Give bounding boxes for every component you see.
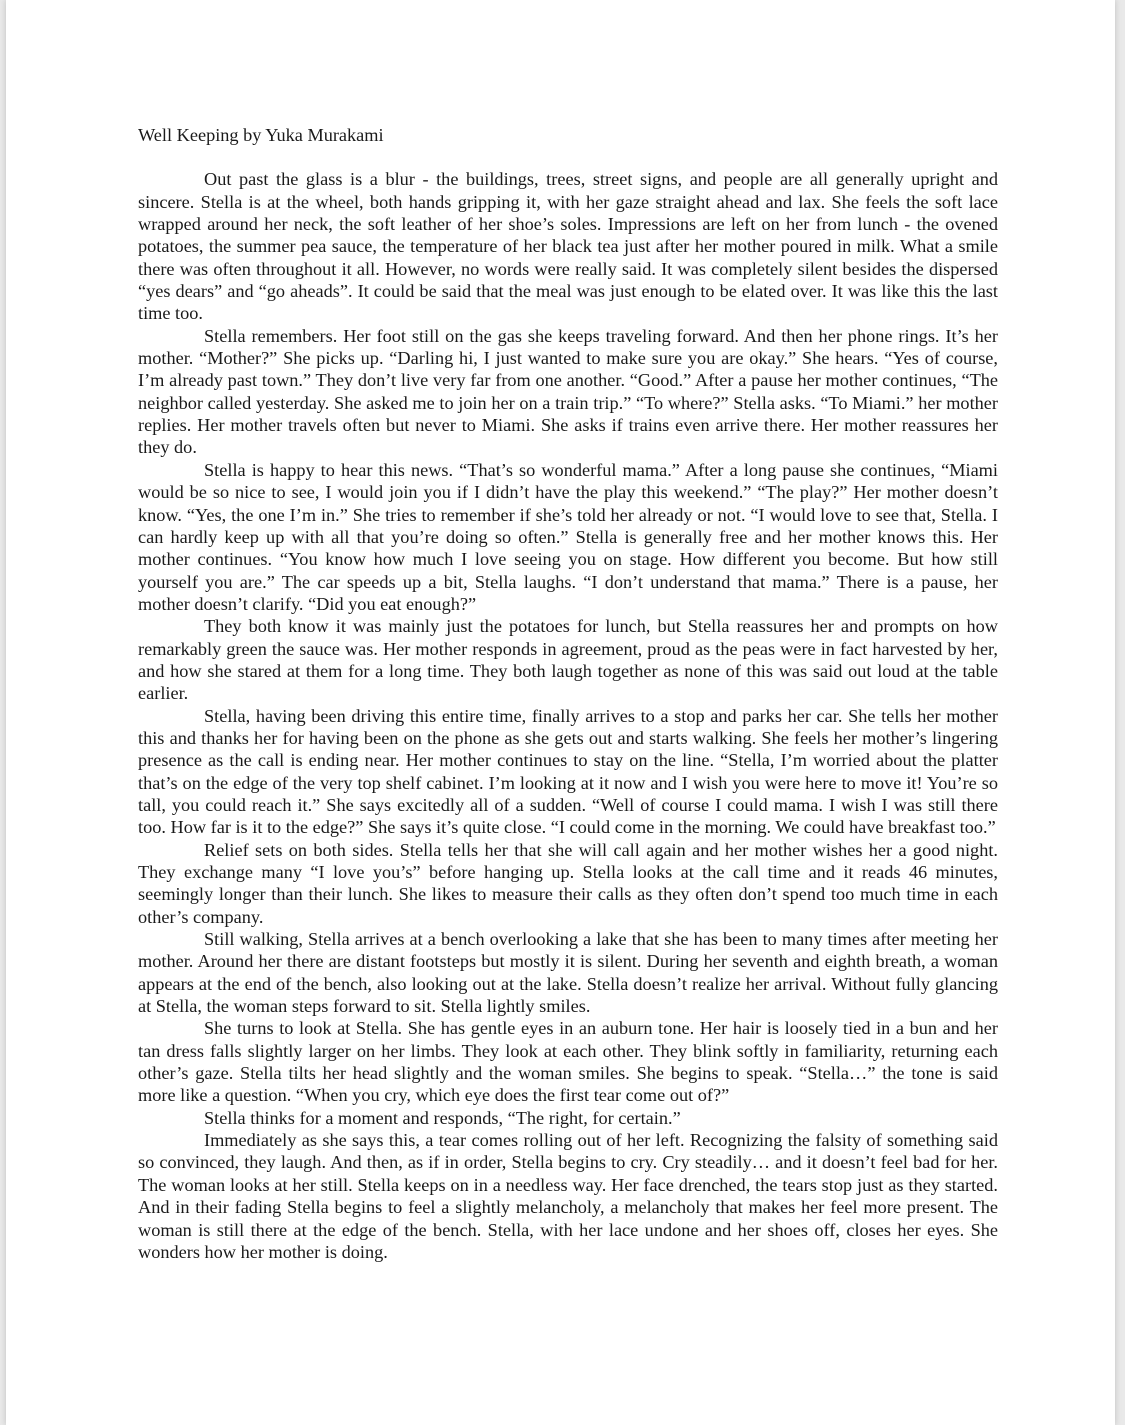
paragraph: Stella, having been driving this entire time, finally arrives to a stop and parks her car. She tells her mother this and thanks her for having been on the phone as she gets out and starts walking. She feels her mother’s lingering presence as the call is ending near. Her mother continues to stay on the line. “Stella, I’m worried about the platter that’s on the edge of the very top shelf cabinet. I’m looking at it now and I wish you were here to move it! You’re so tall, you could reach it.” She says excitedly all of a sudden. “Well of course I could mama. I wish I was still there too. How far is it to the edge?” She says it’s quite close. “I could come in the morning. We could have breakfast too.”	[138, 705, 998, 838]
document-title: Well Keeping by Yuka Murakami	[138, 125, 384, 145]
paragraph: Relief sets on both sides. Stella tells her that she will call again and her mother wishes her a good night. They exchange many “I love you’s” before hanging up. Stella looks at the call time and it reads 46 minutes, seemingly longer than their lunch. She likes to measure their calls as they often don’t spend too much time in each other’s company.	[138, 839, 998, 927]
document-page	[6, 0, 1115, 1425]
paragraph: Immediately as she says this, a tear comes rolling out of her left. Recognizing the falsity of something said so convinced, they laugh. And then, as if in order, Stella begins to cry. Cry steadily… and it doesn’t feel bad for her. The woman looks at her still. Stella keeps on in a needless way. Her face drenched, the tears stop just as they started. And in their fading Stella begins to feel a slightly melancholy, a melancholy that makes her feel more present. The woman is still there at the edge of the bench. Stella, with her lace undone and her shoes off, closes her eyes. She wonders how her mother is doing.	[138, 1130, 998, 1262]
paragraph: Stella remembers. Her foot still on the gas she keeps traveling forward. And then her phone rings. It’s her mother. “Mother?” She picks up. “Darling hi, I just wanted to make sure you are okay.” She hears. “Yes of course, I’m already past town.” They don’t live very far from one another. “Good.” After a pause her mother continues, “The neighbor called yesterday. She asked me to join her on a train trip.” “To where?” Stella asks. “To Miami.” her mother replies. Her mother travels often but never to Miami. She asks if trains even arrive there. Her mother reassures her they do.	[138, 325, 998, 458]
paragraph: Out past the glass is a blur - the buildings, trees, street signs, and people are all generally upright and sincere. Stella is at the wheel, both hands gripping it, with her gaze straight ahead and lax. She feels the soft lace wrapped around her neck, the soft leather of her shoe’s soles. Impressions are left on her from lunch - the ovened potatoes, the summer pea sauce, the temperature of her black tea just after her mother poured in milk. What a smile there was often throughout it all. However, no words were really said. It was completely silent besides the dispersed “yes dears” and “go aheads”. It could be said that the meal was just enough to be elated over. It was like this the last time too.	[138, 169, 998, 324]
paragraph: She turns to look at Stella. She has gentle eyes in an auburn tone. Her hair is loosely tied in a bun and her tan dress falls slightly larger on her limbs. They look at each other. They blink softly in familiarity, returning each other’s gaze. Stella tilts her head slightly and the woman smiles. She begins to speak. “Stella…” the tone is said more like a question. “When you cry, which eye does the first tear come out of?”	[138, 1018, 998, 1106]
document-body	[138, 124, 998, 1263]
paragraph: Stella is happy to hear this news. “That’s so wonderful mama.” After a long pause she continues, “Miami would be so nice to see, I would join you if I didn’t have the play this weekend.” “The play?” Her mother doesn’t know. “Yes, the one I’m in.” She tries to remember if she’s told her already or not. “I would love to see that, Stella. I can hardly keep up with all that you’re doing so often.” Stella is generally free and her mother knows this. Her mother continues. “You know how much I love seeing you on stage. How different you become. But how still yourself you are.” The car speeds up a bit, Stella laughs. “I don’t understand that mama.” There is a pause, her mother doesn’t clarify. “Did you eat enough?”	[138, 459, 998, 614]
paragraph: Still walking, Stella arrives at a bench overlooking a lake that she has been to many times after meeting her mother. Around her there are distant footsteps but mostly it is silent. During her seventh and eighth breath, a woman appears at the end of the bench, also looking out at the lake. Stella doesn’t realize her arrival. Without fully glancing at Stella, the woman steps forward to sit. Stella lightly smiles.	[138, 929, 998, 1017]
paragraph: They both know it was mainly just the potatoes for lunch, but Stella reassures her and prompts on how remarkably green the sauce was. Her mother responds in agreement, proud as the peas were in fact harvested by her, and how she stared at them for a long time. They both laugh together as none of this was said out loud at the table earlier.	[138, 616, 998, 704]
paragraph: Stella thinks for a moment and responds, “The right, for certain.”	[204, 1107, 681, 1128]
